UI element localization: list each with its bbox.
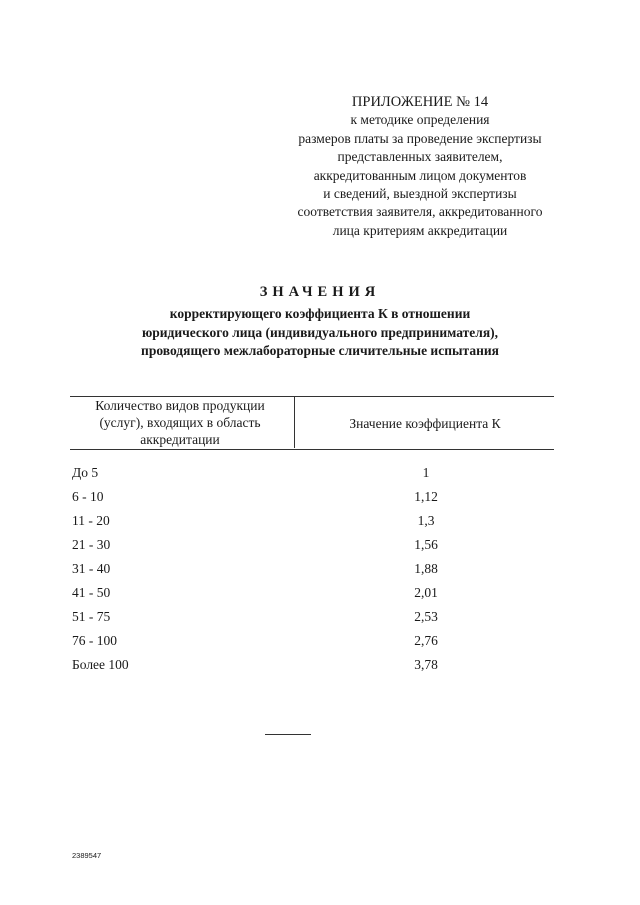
subtitle-line: корректирующего коэффициента К в отношении <box>169 306 471 321</box>
range-cell: 51 - 75 <box>72 609 111 624</box>
subtitle-line: юридического лица (индивидуального предпринимателя), <box>141 324 499 340</box>
table-row <box>0 537 640 561</box>
range-cell: 6 - 10 <box>72 489 104 504</box>
appendix-line: представленных заявителем, <box>337 149 503 165</box>
value-cell: 3,78 <box>414 657 438 672</box>
appendix-block <box>262 93 578 240</box>
appendix-line: аккредитованным лицом документов <box>313 167 527 183</box>
header-line: Количество видов продукции <box>95 398 265 413</box>
value-cell: 1,12 <box>414 489 438 504</box>
document-number: 2389547 <box>72 851 102 860</box>
range-cell: Более 100 <box>72 657 129 672</box>
value-cell: 1,3 <box>417 513 435 528</box>
range-cell: 21 - 30 <box>72 537 111 552</box>
table-row <box>0 585 640 609</box>
range-cell: 11 - 20 <box>72 513 110 528</box>
value-cell: 2,53 <box>414 609 438 624</box>
appendix-line: размеров платы за проведение экспертизы <box>298 130 542 146</box>
column-header-quantity <box>70 398 290 448</box>
range-cell: 31 - 40 <box>72 561 111 576</box>
table-row <box>0 513 640 537</box>
document-subtitle <box>90 305 550 361</box>
end-of-document-line <box>265 734 311 735</box>
header-line: (услуг), входящих в область <box>99 414 261 430</box>
appendix-line: к методике определения <box>350 112 490 128</box>
column-header-coefficient: Значение коэффициента К <box>349 416 501 431</box>
value-cell: 1,88 <box>414 561 438 576</box>
header-line: аккредитации <box>140 431 220 447</box>
table-row <box>0 609 640 633</box>
value-cell: 1,56 <box>414 537 438 552</box>
appendix-line: соответствия заявителя, аккредитованного <box>297 204 543 220</box>
table-top-rule <box>70 396 554 397</box>
range-cell: До 5 <box>72 465 99 480</box>
table-row <box>0 465 640 489</box>
table-row <box>0 489 640 513</box>
value-cell: 1 <box>422 465 430 480</box>
value-cell: 2,01 <box>414 585 438 600</box>
table-row <box>0 633 640 657</box>
appendix-line: и сведений, выездной экспертизы <box>323 186 517 202</box>
table-header-rule <box>70 449 554 450</box>
value-cell: 2,76 <box>414 633 438 648</box>
subtitle-line: проводящего межлабораторные сличительные испытания <box>141 343 499 358</box>
appendix-heading: ПРИЛОЖЕНИЕ № 14 <box>351 94 489 110</box>
document-title: ЗНАЧЕНИЯ <box>259 284 381 300</box>
appendix-line: лица критериям аккредитации <box>332 222 508 238</box>
table-column-divider <box>294 397 295 448</box>
table-row <box>0 657 640 681</box>
table-row <box>0 561 640 585</box>
range-cell: 76 - 100 <box>72 633 117 648</box>
range-cell: 41 - 50 <box>72 585 111 600</box>
